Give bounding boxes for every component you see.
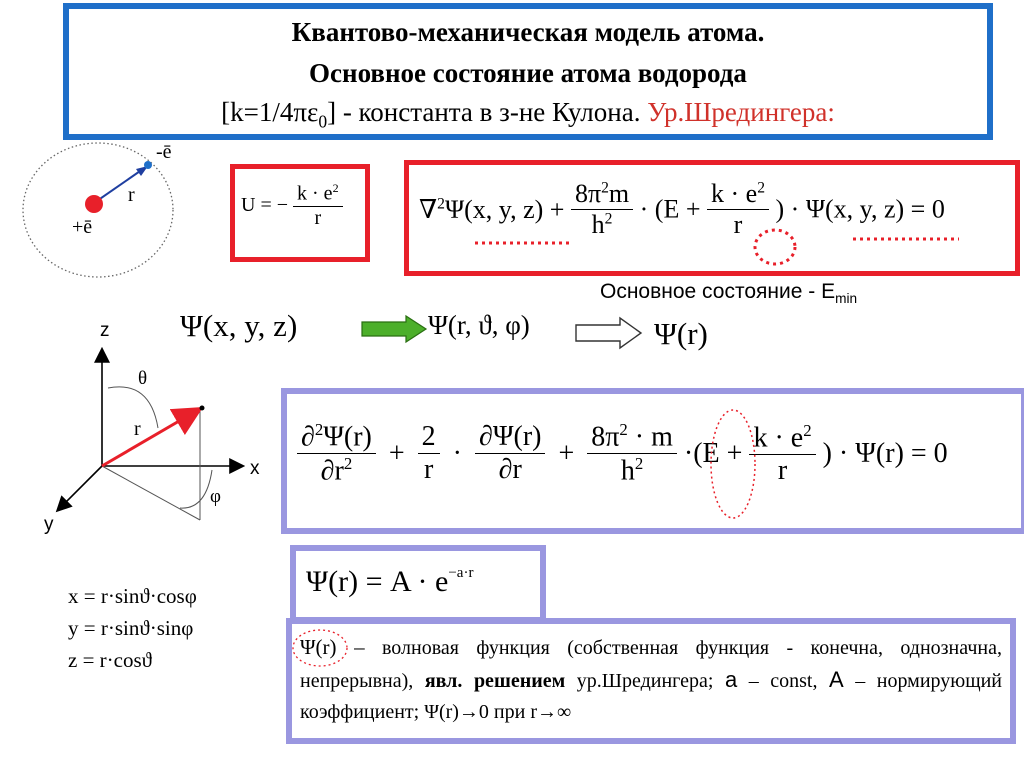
d2-den: ∂r bbox=[320, 455, 344, 487]
coef-den-sup: 2 bbox=[604, 210, 613, 228]
potential-fraction bbox=[293, 181, 343, 230]
nucleus-icon bbox=[85, 195, 103, 213]
coordinate-system bbox=[40, 330, 280, 550]
potential-den: r bbox=[314, 206, 322, 229]
solution-exp: −a·r bbox=[448, 565, 474, 581]
nabla-sup: 2 bbox=[437, 194, 445, 212]
d2-den-sup: 2 bbox=[343, 454, 353, 474]
description-a-symbol: a bbox=[724, 667, 738, 692]
radial-coef-num: 8π bbox=[591, 421, 620, 453]
x-formula: x = r·sinϑ·cosφ bbox=[68, 584, 197, 608]
description-part-3: – const, bbox=[737, 670, 830, 692]
r-circle-highlight bbox=[755, 230, 795, 264]
two-den: r bbox=[424, 454, 434, 486]
schrodinger-xyz-box bbox=[404, 160, 1020, 276]
pot-num-sup: 2 bbox=[757, 179, 766, 197]
title-box bbox=[63, 3, 993, 140]
potential-num: k · e bbox=[297, 182, 333, 205]
projection-xy bbox=[102, 466, 200, 520]
d1-den: ∂r bbox=[498, 454, 522, 486]
coord-formulas bbox=[68, 580, 197, 676]
title-schrodinger: Ур.Шредингера: bbox=[640, 97, 835, 127]
description-part-2: ур.Шредингера; bbox=[565, 670, 725, 692]
d2-num-psi: Ψ(r) bbox=[323, 421, 372, 453]
pot-den: r bbox=[733, 210, 743, 239]
electron-icon bbox=[144, 161, 152, 169]
description-text bbox=[300, 632, 1002, 728]
two-num: 2 bbox=[418, 421, 440, 454]
radial-pot-den: r bbox=[777, 454, 788, 486]
radial-pot-num-sup: 2 bbox=[803, 420, 812, 440]
radial-pot-num: k · e bbox=[753, 421, 804, 453]
pot-num: k · e bbox=[711, 179, 758, 208]
y-formula: y = r·sinϑ·sinφ bbox=[68, 616, 194, 640]
d2-num-sup: 2 bbox=[314, 420, 324, 439]
solution-box bbox=[290, 545, 546, 623]
description-A-symbol: A bbox=[829, 667, 844, 692]
plus-2: + bbox=[558, 437, 575, 469]
potential-box bbox=[230, 164, 370, 262]
plus-1: + bbox=[388, 437, 405, 469]
solution-lhs: Ψ(r) = A · e bbox=[306, 565, 449, 598]
title-line-3 bbox=[69, 97, 987, 132]
title-line-1: Квантово-механическая модель атома. bbox=[291, 17, 765, 47]
solution-formula bbox=[306, 565, 473, 599]
radial-coef-num-sup: 2 bbox=[619, 420, 628, 439]
coef-den: h bbox=[591, 210, 605, 239]
y-axis bbox=[58, 466, 102, 510]
xyz-highlights bbox=[409, 165, 1015, 271]
radial-tail: ) · Ψ(r) = 0 bbox=[822, 437, 948, 469]
radius-arrow bbox=[94, 169, 143, 203]
ground-state-label bbox=[600, 280, 857, 306]
nucleus-label: +ē bbox=[72, 216, 93, 238]
radial-equation-box bbox=[281, 388, 1024, 534]
radial-energy-term: ·(E + bbox=[683, 437, 743, 469]
psi-spherical: Ψ(r, ϑ, φ) bbox=[428, 310, 530, 340]
potential-formula bbox=[241, 181, 343, 230]
electron-label: -ē bbox=[156, 141, 172, 163]
psi-xyz-term: Ψ(x, y, z) + bbox=[444, 194, 565, 224]
d2-num: ∂ bbox=[301, 421, 315, 453]
phi-arc bbox=[180, 470, 212, 508]
title-constant-desc: ] - константа в з-не Кулона. bbox=[327, 97, 641, 127]
ground-state-sub: min bbox=[835, 291, 858, 307]
radial-coef-num-m: · m bbox=[627, 421, 673, 453]
potential-lhs: U = − bbox=[241, 193, 289, 216]
description-part-4: – нормирующий коэффициент; Ψ(r)→0 при r→∞ bbox=[300, 670, 1003, 723]
dot-1: · bbox=[452, 437, 462, 469]
psi-r: Ψ(r) bbox=[654, 316, 708, 351]
radius-label: r bbox=[128, 184, 135, 206]
coef-num-sup: 2 bbox=[601, 179, 609, 197]
psi-xyz: Ψ(x, y, z) bbox=[180, 308, 298, 343]
title-constant-sub: 0 bbox=[318, 111, 328, 132]
r-vector bbox=[102, 410, 198, 466]
point-dot bbox=[200, 406, 205, 411]
y-axis-label: y bbox=[44, 514, 54, 535]
nabla-symbol: ∇ bbox=[419, 194, 438, 224]
psi-circle-highlight bbox=[292, 624, 372, 674]
d1-num: ∂Ψ(r) bbox=[475, 421, 545, 454]
outline-arrow-icon bbox=[574, 316, 644, 350]
theta-arc bbox=[108, 387, 158, 428]
green-arrow-icon bbox=[360, 314, 428, 344]
title-constant: [k=1/4πε bbox=[221, 97, 319, 127]
coef-num: 8π bbox=[574, 179, 602, 208]
description-psi: Ψ(r) – bbox=[300, 635, 365, 659]
title-line-2: Основное состояние атома водорода bbox=[309, 58, 747, 88]
energy-term: · (E + bbox=[639, 194, 701, 224]
x-axis-label: x bbox=[250, 458, 260, 479]
energy-oval-highlight bbox=[711, 410, 755, 518]
description-bold: явл. решением bbox=[424, 670, 566, 692]
description-part-1: волновая функция (собственная функция - конечна, однозначна, непрерывна), bbox=[300, 637, 1002, 692]
phi-label: φ bbox=[210, 486, 221, 507]
ground-state-text: Основное состояние - E bbox=[600, 280, 836, 303]
description-box bbox=[286, 618, 1016, 744]
z-axis-label: z bbox=[100, 320, 110, 341]
z-formula: z = r·cosϑ bbox=[68, 648, 153, 672]
radial-coef-den-sup: 2 bbox=[634, 454, 644, 474]
potential-num-sup: 2 bbox=[332, 181, 339, 195]
schrodinger-tail: ) · Ψ(x, y, z) = 0 bbox=[775, 194, 945, 224]
coef-num-m: m bbox=[608, 179, 630, 208]
radial-coef-den: h bbox=[620, 455, 635, 487]
theta-label: θ bbox=[138, 368, 148, 389]
radial-highlight bbox=[287, 394, 1021, 528]
r-label: r bbox=[134, 418, 141, 440]
